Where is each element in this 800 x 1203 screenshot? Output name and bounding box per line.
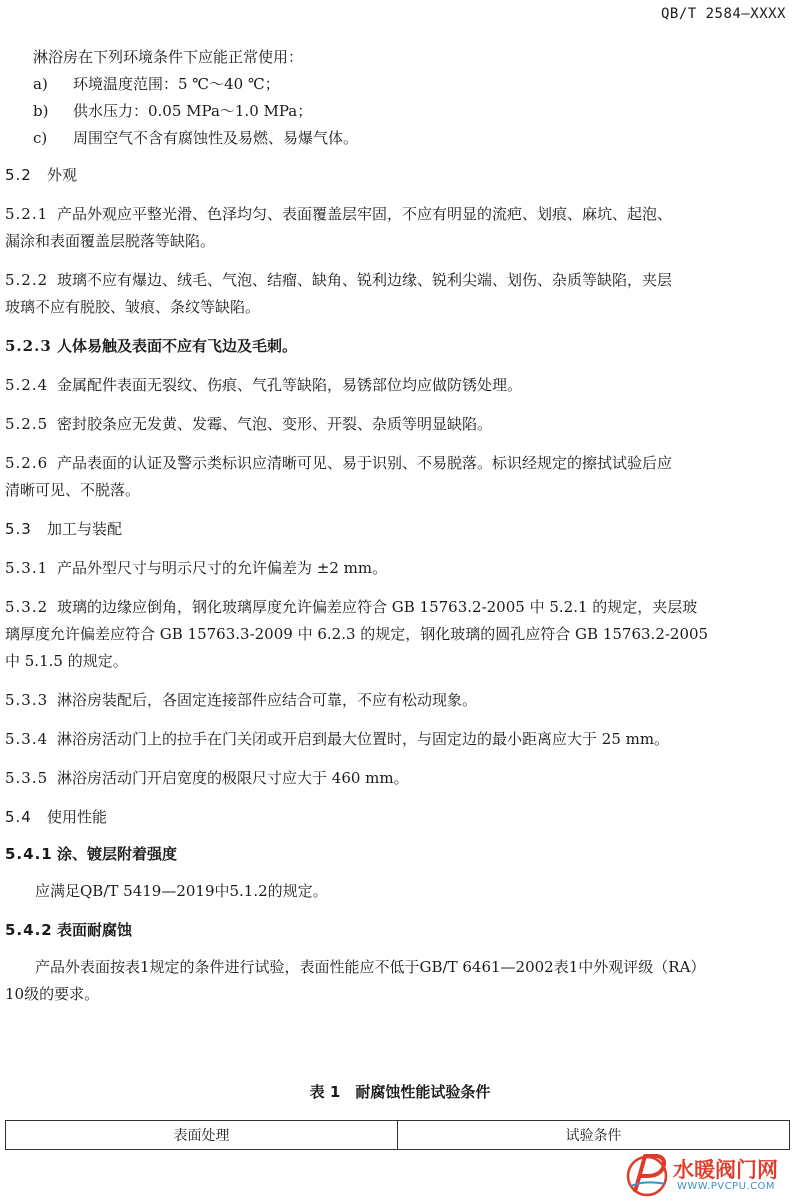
document-body (5, 44, 790, 1008)
clause (5, 726, 790, 753)
subsection-heading (5, 917, 790, 944)
list-text: 环境温度范围：5 ℃～40 ℃； (73, 75, 280, 93)
table-header-cell: 试验条件 (398, 1121, 790, 1150)
section-title: 使用性能 (47, 808, 108, 826)
clause-number: 5.3.2 (5, 598, 49, 616)
list-item (33, 98, 790, 125)
clause (5, 372, 790, 399)
clause-continued: 中 5.1.5 的规定。 (5, 652, 128, 670)
section-title: 加工与装配 (47, 520, 123, 538)
clause-number: 5.2.2 (5, 271, 49, 289)
clause-text: 玻璃的边缘应倒角，钢化玻璃厚度允许偏差应符合 GB 15763.2-2005 中 5.2.1 的规定，夹层玻 (57, 598, 698, 616)
clause (5, 765, 790, 792)
clause-text: 应满足QB/T 5419—2019中5.1.2的规定。 (35, 882, 328, 900)
site-watermark (625, 1150, 795, 1200)
clause-number: 5.3.5 (5, 769, 49, 787)
section-number: 5.3 (5, 520, 32, 538)
clause-number: 5.3.4 (5, 730, 49, 748)
clause (5, 411, 790, 438)
clause-number: 5.2.1 (5, 205, 49, 223)
clause-continued: 10级的要求。 (5, 985, 100, 1003)
subsection-title: 涂、镀层附着强度 (57, 845, 178, 863)
section-heading (5, 516, 790, 543)
clause-number: 5.2.4 (5, 376, 49, 394)
section-heading (5, 162, 790, 189)
clause-text: 淋浴房活动门开启宽度的极限尺寸应大于 460 mm。 (57, 769, 409, 787)
clause-text: 密封胶条应无发黄、发霉、气泡、变形、开裂、杂质等明显缺陷。 (57, 415, 493, 433)
clause-continued: 玻璃不应有脱胶、皱痕、条纹等缺陷。 (5, 298, 261, 316)
clause-number: 5.2.6 (5, 454, 49, 472)
clause-number: 5.2.5 (5, 415, 49, 433)
list-label: b) (33, 102, 49, 120)
clause (5, 333, 790, 360)
clause-text: 淋浴房装配后，各固定连接部件应结合可靠，不应有松动现象。 (57, 691, 478, 709)
watermark-url: WWW.PVCPU.COM (677, 1181, 776, 1192)
list-item (33, 71, 790, 98)
clause-continued: 清晰可见、不脱落。 (5, 481, 141, 499)
document-code: QB/T 2584—XXXX (660, 6, 786, 22)
clause-continued: 漏涂和表面覆盖层脱落等缺陷。 (5, 232, 216, 250)
clause-continued: 璃厚度允许偏差应符合 GB 15763.3-2009 中 6.2.3 的规定，钢化玻璃的圆孔应符合 GB 15763.2-2005 (5, 625, 709, 643)
test-conditions-table (5, 1120, 790, 1150)
clause-text: 玻璃不应有爆边、绒毛、气泡、结瘤、缺角、锐利边缘、锐利尖端、划伤、杂质等缺陷，夹层 (57, 271, 673, 289)
list-label: c) (33, 129, 48, 147)
clause (5, 267, 790, 294)
clause-number: 5.3.3 (5, 691, 49, 709)
clause (5, 594, 790, 621)
clause (5, 450, 790, 477)
table-header-row (6, 1121, 790, 1150)
list-label: a) (33, 75, 48, 93)
clause-text: 淋浴房活动门上的拉手在门关闭或开启到最大位置时，与固定边的最小距离应大于 25 mm。 (57, 730, 670, 748)
section-number: 5.4 (5, 808, 32, 826)
subsection-heading (5, 841, 790, 868)
section-title: 外观 (47, 166, 78, 184)
list-text: 供水压力：0.05 MPa～1.0 MPa； (73, 102, 313, 120)
subsection-title: 表面耐腐蚀 (57, 921, 133, 939)
section-number: 5.2 (5, 166, 32, 184)
list-text: 周围空气不含有腐蚀性及易燃、易爆气体。 (73, 129, 359, 147)
clause (5, 687, 790, 714)
clause-number: 5.4.2 (5, 921, 53, 939)
clause-text: 产品外型尺寸与明示尺寸的允许偏差为 ±2 mm。 (57, 559, 388, 577)
clause-text: 人体易触及表面不应有飞边及毛刺。 (57, 337, 298, 355)
watermark-logo-icon (625, 1150, 671, 1198)
intro-text: 淋浴房在下列环境条件下应能正常使用： (33, 48, 304, 66)
clause (5, 201, 790, 228)
clause-text: 金属配件表面无裂纹、伤痕、气孔等缺陷，易锈部位均应做防锈处理。 (57, 376, 523, 394)
clause-number: 5.4.1 (5, 845, 53, 863)
watermark-text: 水暖阀门网 (673, 1158, 778, 1182)
clause-text: 产品外表面按表1规定的条件进行试验，表面性能应不低于GB/T 6461—2002表1中外观评级（RA） (35, 958, 706, 976)
list-item (33, 125, 790, 152)
clause-number: 5.2.3 (5, 337, 52, 355)
clause-text: 产品表面的认证及警示类标识应清晰可见、易于识别、不易脱落。标识经规定的擦拭试验后应 (57, 454, 673, 472)
clause-text: 产品外观应平整光滑、色泽均匀、表面覆盖层牢固，不应有明显的流疤、划痕、麻坑、起泡、 (57, 205, 673, 223)
section-heading (5, 804, 790, 831)
clause (5, 555, 790, 582)
table-header-cell: 表面处理 (6, 1121, 398, 1150)
clause-number: 5.3.1 (5, 559, 49, 577)
table-caption: 表 1 耐腐蚀性能试验条件 (309, 1083, 491, 1101)
